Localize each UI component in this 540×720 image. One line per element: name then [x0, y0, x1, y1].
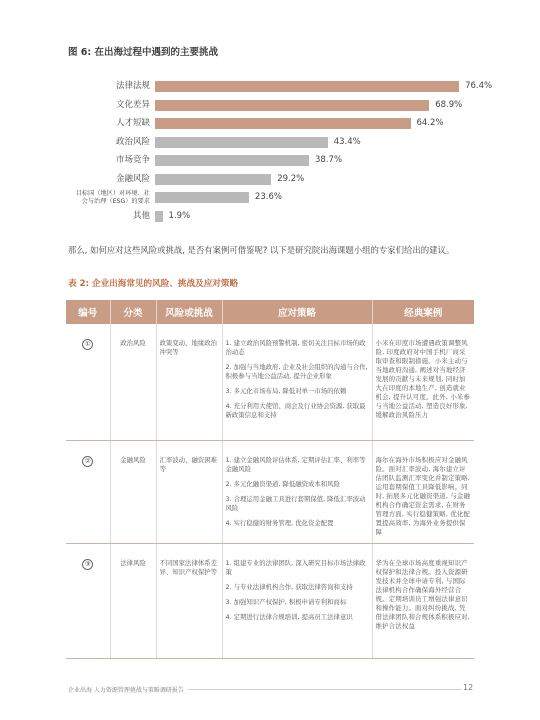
bar [155, 155, 309, 166]
page-number: 12 [463, 683, 474, 692]
table-row [66, 324, 474, 440]
header-risk: 风险或挑战 [156, 300, 222, 324]
bar-value-label: 1.9% [168, 210, 191, 221]
bar-value-label: 29.2% [277, 173, 305, 184]
row-case: 华为在全球市场高度重视知识产权保护和法律合规。投入资源研发技术并全球申请专利, 与国际法律机构合作确保海外经营合规。定期培训员工增强法律意识和操作能力。面对纠纷挑战, 凭借法律团队和合规体系积极应对, 维护合法权益 [372, 543, 474, 658]
strategy-item: 2. 加强与当地政府, 企业及社会组织的沟通与合作, 积极参与当地公益活动, 提升企业形象 [225, 363, 368, 380]
bar-row [0, 191, 540, 204]
bar-category-label [116, 136, 150, 149]
bar [155, 100, 429, 111]
row-number: ③ [82, 559, 93, 570]
bar [155, 174, 271, 185]
bar-category-label-line: 文化差异 [115, 99, 150, 110]
strategy-item: 2. 与专业法律机构合作, 获取法律咨询和支持 [225, 582, 353, 591]
row-risk: 政策变动、地缘政治冲突等 [156, 324, 222, 440]
row-risk: 汇率波动、融资困难等 [156, 440, 222, 543]
bar-category-label [116, 99, 150, 112]
bar [155, 81, 459, 92]
bar-row [0, 80, 540, 93]
bar-category-label [116, 154, 150, 167]
table-title: 表 2: 企业出海常见的风险、挑战及应对策略 [68, 279, 239, 289]
bar-category-label [76, 190, 150, 205]
strategy-item: 4. 充分利用大使馆、商会及行业协会资源, 获取最新政策信息和支持 [225, 402, 366, 419]
bar-category-label-line: 其他 [132, 210, 150, 221]
row-case: 海尔在海外市场积极应对金融风险。面对汇率波动, 海尔建立评估团队监测汇率变化并制定策略, 运用套期保值工具降低影响。同时, 拓展多元化融资渠道, 与金融机构合作确定资金需求, 在财务管理方面, 实行稳健策略, 优化配置提高效率, 为海外业务提供保障 [372, 440, 474, 543]
bar-category-label-line: 政治风险 [115, 136, 150, 147]
strategy-item: 1. 组建专业的法律团队, 深入研究目标市场法律政策 [225, 558, 366, 576]
figure-title: 图 6: 在出海过程中遇到的主要挑战 [68, 47, 219, 58]
bar [155, 211, 163, 222]
header-category: 分类 [110, 300, 156, 324]
bar-row [0, 154, 540, 167]
row-risk: 不同国家法律体系差异、知识产权保护等 [156, 543, 222, 658]
bar [155, 137, 328, 148]
bar-category-label-line: 人才短缺 [115, 118, 150, 128]
intro-paragraph: 那么, 如何应对这些风险或挑战, 是否有案例可借鉴呢? 以下是研究院出海课题小组的专家们给出的建议。 [68, 245, 455, 255]
bar-value-label: 23.6% [254, 192, 282, 202]
strategy-item: 3. 合理运用金融工具进行套期保值, 降低汇率波动风险 [225, 494, 366, 512]
bar [155, 118, 411, 129]
bar-category-label-line: 会与治理（ESG）的要求 [81, 197, 150, 205]
row-case: 小米在印度市场遭遇政策调整风险, 印度政府对中国手机厂商采取审查和限制措施。小米主动与当地政府沟通, 阐述对当地经济发展的贡献与未来规划, 同时加大在印度的本地生产, 创造就业机会, 提升认可度。此外, 小米参与当地公益活动, 塑造良好形象, 缓解政治风险压力 [372, 324, 474, 440]
bar [155, 192, 249, 203]
strategy-item: 3. 加强知识产权保护, 积极申请专利和商标 [225, 597, 347, 606]
bar-row [0, 117, 540, 130]
bar-value-label: 68.9% [435, 99, 463, 110]
bar-row [0, 210, 540, 223]
strategy-item: 2. 多元化融资渠道, 降低融资成本和风险 [225, 479, 340, 488]
bar-value-label: 64.2% [416, 118, 444, 128]
bar-category-label [133, 210, 150, 223]
bar-value-label: 43.4% [333, 136, 361, 147]
bar-category-label [116, 117, 150, 130]
bar-category-label-line: 目标国（地区）对环境、社 [75, 190, 150, 197]
strategy-item: 1. 建立政治风险预警机制, 密切关注目标市场的政治动态 [225, 339, 366, 356]
row-number: ① [82, 339, 93, 350]
bar-category-label-line: 法律法规 [115, 81, 150, 91]
bar-category-label [116, 80, 150, 93]
row-category: 政治风险 [110, 324, 156, 440]
strategy-item: 4. 定期进行法律合规培训, 提高员工法律意识 [225, 612, 353, 621]
bar-value-label: 38.7% [315, 155, 343, 165]
row-category: 法律风险 [110, 543, 156, 658]
bar-row [0, 173, 540, 186]
bar-row [0, 99, 540, 112]
strategy-item: 3. 多元化市场布局, 降低对单一市场的依赖 [225, 387, 347, 395]
bar-category-label [116, 173, 150, 186]
table-row [66, 440, 474, 543]
table-header-row [66, 300, 474, 324]
header-num: 编号 [66, 300, 110, 324]
bar-row [0, 136, 540, 149]
row-category: 金融风险 [110, 440, 156, 543]
header-case: 经典案例 [372, 300, 474, 324]
bar-value-label: 76.4% [465, 81, 493, 91]
row-number: ② [82, 456, 93, 467]
strategy-table [66, 300, 474, 659]
bar-category-label-line: 市场竞争 [115, 155, 150, 165]
header-strategy: 应对策略 [222, 300, 372, 324]
table-row [66, 543, 474, 658]
footer-report-title: 企业出海 人力资源管理挑战与策略调研报告 [68, 685, 188, 694]
bar-category-label-line: 金融风险 [115, 173, 150, 184]
strategy-item: 1. 建立金融风险评估体系, 定期评估汇率、利率等金融风险 [225, 455, 366, 473]
strategy-item: 4. 实行稳健的财务管理, 优化资金配置 [225, 518, 334, 527]
